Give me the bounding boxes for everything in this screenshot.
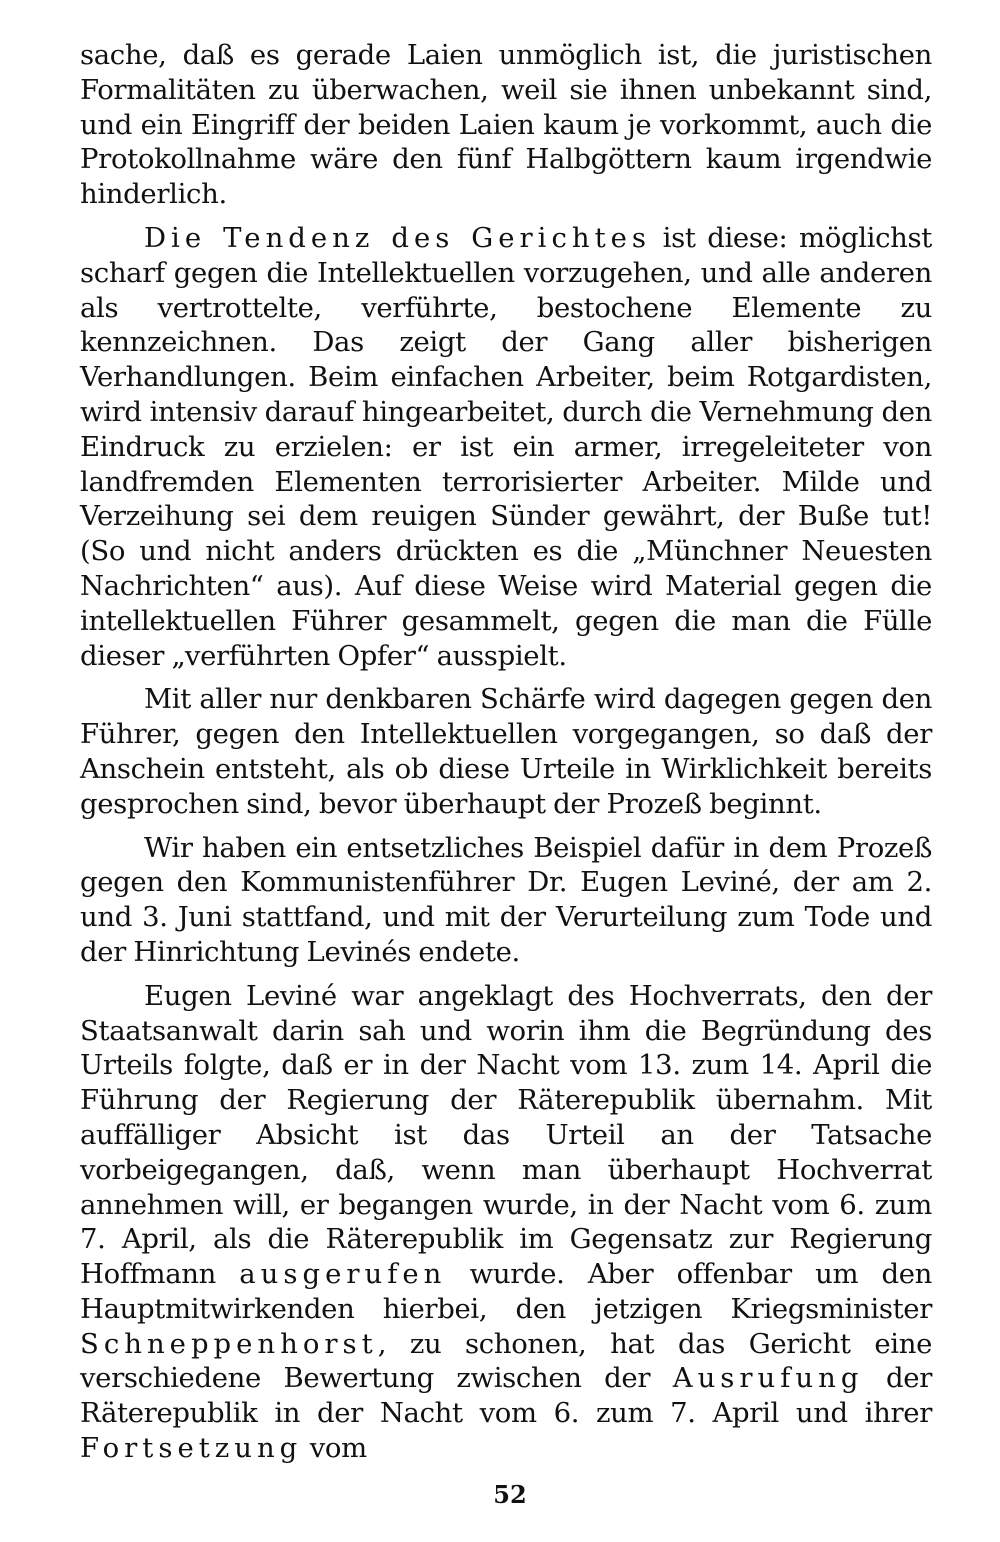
paragraph-4	[80, 831, 932, 970]
spaced-emphasis-ausrufung: Ausrufung	[672, 1362, 864, 1395]
paragraph-5-text-c: , zu schonen, hat das Gericht eine verschiedene Bewertung zwischen der	[80, 1327, 932, 1395]
paragraph-5-text-d: der Räterepublik in der Nacht vom 6. zum 7. April und ihrer	[80, 1362, 932, 1430]
paragraph-5-text-b: wurde. Aber offenbar um den Hauptmitwirkenden hierbei, den jetzigen Kriegsminister	[80, 1258, 932, 1325]
spaced-emphasis-tendenz: Die Tendenz des Gerichtes	[144, 221, 652, 254]
paragraph-2	[80, 221, 932, 673]
paragraph-5	[80, 979, 932, 1466]
paragraph-3	[80, 682, 932, 821]
paragraph-1	[80, 38, 932, 212]
paragraph-5-text-e: vom	[302, 1432, 367, 1465]
paragraph-2-text: ist diese: möglichst scharf gegen die Intellektuellen vorzugehen, und alle anderen als vertrottelte, verführte, bestochene Elemente zu kennzeichnen. Das zeigt der Gang aller bisherigen Verhandlungen. Beim einfachen Arbeiter, beim Rotgardisten, wird intensiv darauf hingearbeitet, durch die Vernehmung den Eindruck zu erzielen: er ist ein armer, irregeleiteter von landfremden Elementen terrorisierter Arbeiter. Milde und Verzeihung sei dem reuigen Sünder gewährt, der Buße tut! (So und nicht anders drückten es die „Münchner Neuesten Nachrichten“ aus). Auf diese Weise wird Material gegen die intellektuellen Führer gesammelt, gegen die man die Fülle dieser „verführten Opfer“ ausspielt.	[80, 221, 933, 672]
paragraph-4-text: Wir haben ein entsetzliches Beispiel dafür in dem Prozeß gegen den Kommunistenführer Dr. Eugen Leviné, der am 2. und 3. Juni stattfand, und mit der Verurteilung zum Tode und der Hinrichtung Levinés endete.	[80, 831, 932, 968]
page-number: 52	[493, 1480, 527, 1509]
spaced-emphasis-fortsetzung: Fortsetzung	[80, 1432, 303, 1465]
paragraph-1-text: sache, daß es gerade Laien unmöglich ist, die juristischen Formalitäten zu überwachen, weil sie ihnen unbekannt sind, und ein Eingriff der beiden Laien kaum je vorkommt, auch die Protokollnahme wäre den fünf Halbgöttern kaum irgendwie hinderlich.	[80, 39, 932, 211]
paragraph-3-text: Mit aller nur denkbaren Schärfe wird dagegen gegen den Führer, gegen den Intellektuellen vorgegangen, so daß der Anschein entsteht, als ob diese Urteile in Wirklichkeit bereits gesprochen sind, bevor überhaupt der Prozeß beginnt.	[80, 683, 932, 820]
paragraph-5-text-a: Eugen Leviné war angeklagt des Hochverrats, den der Staatsanwalt darin sah und worin ihm die Begründung des Urteils folgte, daß er in der Nacht vom 13. zum 14. April die Führung der Regierung der Räterepublik übernahm. Mit auffälliger Absicht ist das Urteil an der Tatsache vorbeigegangen, daß, wenn man überhaupt Hochverrat annehmen will, er begangen wurde, in der Nacht vom 6. zum 7. April, als die Räterepublik im Gegensatz zur Regierung Hoffmann	[80, 979, 932, 1291]
spaced-emphasis-schneppenhorst: Schneppenhorst	[80, 1327, 378, 1360]
book-page	[80, 38, 932, 1466]
spaced-emphasis-ausgerufen: ausgerufen	[239, 1258, 447, 1291]
